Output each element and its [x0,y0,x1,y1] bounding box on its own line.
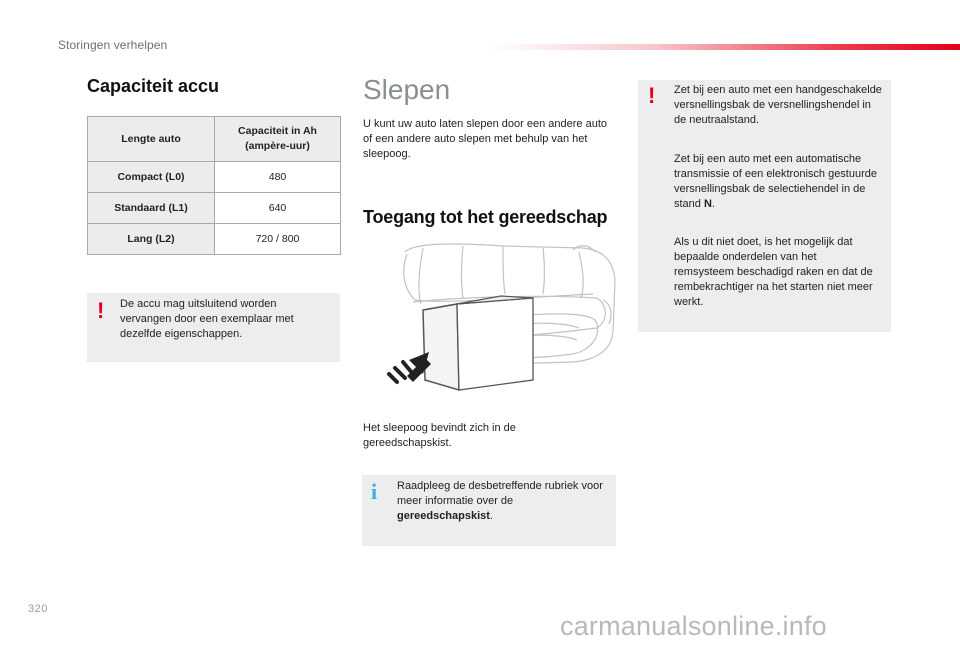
battery-warning-box [87,293,340,362]
automatic-text-lead: Zet bij een auto met een automatische transmissie of een elektronisch gestuurde versnellingsbak de selectiehendel in de stand [674,153,877,210]
automatic-text-tail: . [711,198,715,210]
toolbox-info-text [397,479,603,524]
battery-warning-text: De accu mag uitsluitend worden vervangen door een exemplaar met dezelfde eigenschappen. [120,298,294,340]
table-header-row [88,117,341,162]
table-cell-label: Standaard (L1) [88,193,215,224]
warning-icon: ! [97,298,105,323]
battery-capacity-table [87,116,341,255]
header-accent-bar [490,44,960,50]
towing-heading: Slepen [363,74,451,105]
toolbox-location-text: Het sleepoog bevindt zich in de gereedschapskist. [363,422,516,449]
seat-toolbox-illustration [383,240,619,396]
table-cell-value: 480 [215,162,341,193]
automatic-gearbox-text [674,152,879,212]
section-title: Storingen verhelpen [58,38,168,52]
table-row [88,224,341,255]
table-row [88,193,341,224]
towing-intro: U kunt uw auto laten slepen door een andere auto of een andere auto slepen met behulp van het sleepoog. [363,118,608,160]
table-header-length: Lengte auto [88,117,215,162]
info-icon: i [371,479,378,504]
table-cell-label: Compact (L0) [88,162,215,193]
table-row [88,162,341,193]
table-cell-value: 720 / 800 [215,224,341,255]
towing-warning-box [638,80,891,332]
battery-capacity-heading: Capaciteit accu [87,76,220,96]
info-text-lead: Raadpleeg de desbetreffende rubriek voor meer informatie over de [397,480,603,507]
info-text-tail: . [489,510,493,522]
toolbox-outline [423,296,533,390]
toolbox-link-term: gereedschapskist [397,510,490,522]
toolbox-info-box [362,475,616,546]
table-header-capacity-text: Capaciteit in Ah (ampère-uur) [238,125,317,152]
page-number: 320 [28,603,48,615]
watermark: carmanualsonline.info [560,611,827,641]
warning-icon: ! [648,83,656,108]
table-cell-label: Lang (L2) [88,224,215,255]
tool-access-heading: Toegang tot het gereedschap [363,207,608,227]
manual-gearbox-text: Zet bij een auto met een handgeschakelde versnellingsbak de versnellingshendel in de neutraalstand. [674,84,882,126]
neutral-position-label: N [703,198,712,210]
table-cell-value: 640 [215,193,341,224]
brake-damage-warning-text: Als u dit niet doet, is het mogelijk dat bepaalde onderdelen van het remsysteem beschadigd raken en dat de rembekrachtiger na het starten niet meer werkt. [674,236,873,308]
table-header-capacity [215,117,341,162]
